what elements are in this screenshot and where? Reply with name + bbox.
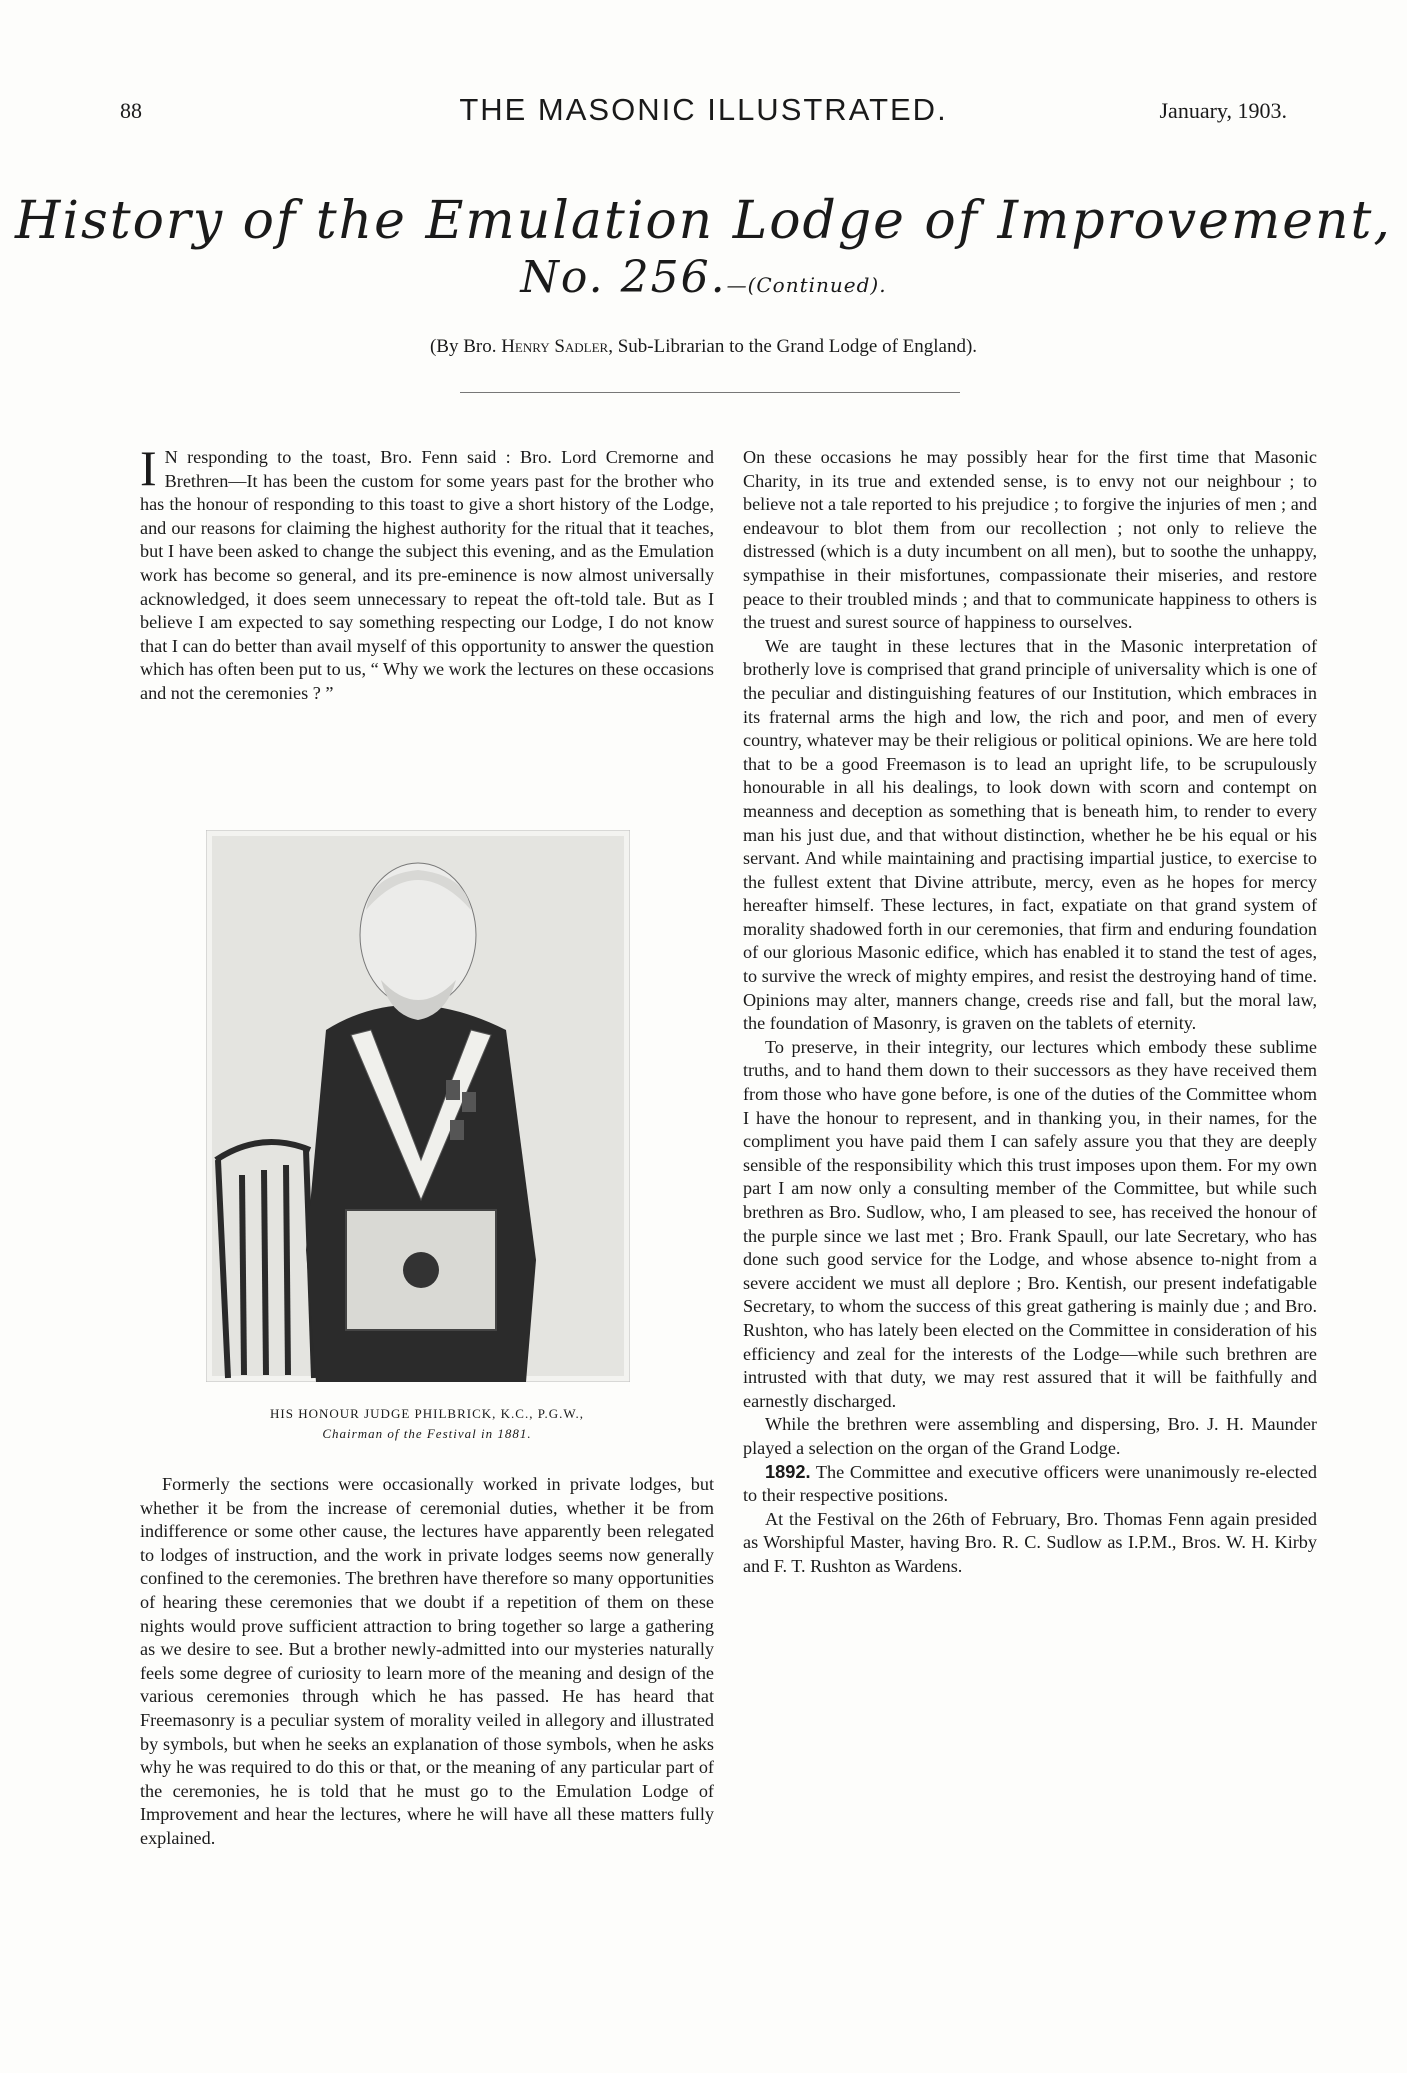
title-continued: —(Continued).	[726, 273, 887, 298]
paragraph: To preserve, in their integrity, our lectures which embody these sublime truths, and to hand them down to their successors as they have received them from those who have gone before, is one of the duties of the Committee whom I have the honour to represent, and in thanking you, in their names, for the compliment you have paid them I can safely assure you that they are deeply sensible of the responsibility which this trust imposes upon them. For my own part I am now only a consulting member of the Committee, but while such brethren as Bro. Sudlow, who, I am pleased to see, has received the honour of the purple since we last met ; Bro. Frank Spaull, our late Secretary, who has done such good service for the Lodge, and whose absence to-night from a severe accident we must all deplore ; Bro. Kentish, our present indefatigable Secretary, to whom the success of this great gathering is mainly due ; and Bro. Rushton, who has lately been elected on the Committee in consideration of his efficiency and zeal for the interests of the Lodge—while such brethren are intrusted with that duty, we may rest assured that it will be faithfully and earnestly discharged.	[743, 1036, 1317, 1411]
title-line-2	[0, 252, 1407, 305]
title-number: No. 256.	[520, 252, 727, 304]
paragraph	[743, 1461, 1317, 1508]
byline-pre: (By Bro.	[429, 336, 497, 357]
issue-date: January, 1903.	[1159, 98, 1287, 123]
paragraph: On these occasions he may possibly hear for the first time that Masonic Charity, in its true and extended sense, is to envy not our neighbour ; to believe not a tale reported to his prejudice ; to forgive the injuries of men ; and endeavour to blot them from our recollection ; not only to relieve the distressed (which is a duty incumbent on all men), but to soothe the unhappy, sympathise in their misfortunes, compassionate their miseries, and restore peace to their troubled minds ; and that to communicate happiness to others is the truest and surest source of happiness to ourselves.	[743, 447, 1317, 633]
year-heading: 1892.	[765, 1461, 811, 1482]
drop-cap: I	[140, 440, 157, 496]
paragraph: At the Festival on the 26th of February, Bro. Thomas Fenn again presided as Worshipful Master, having Bro. R. C. Sudlow as I.P.M., Bros. W. H. Kirby and F. T. Rushton as Wardens.	[743, 1508, 1317, 1576]
masthead: THE MASONIC ILLUSTRATED.	[459, 92, 948, 127]
photo-caption	[140, 1404, 714, 1444]
portrait-photo	[206, 830, 630, 1382]
article-title	[0, 190, 1407, 305]
caption-role: Chairman of the Festival in 1881.	[322, 1426, 532, 1441]
paragraph: We are taught in these lectures that in the Masonic interpretation of brotherly love is comprised that grand principle of universality which is one of the peculiar and distinguishing features of our Institution, which embraces in its fraternal arms the high and low, the rich and poor, and men of every country, whatever may be their religious or political opinions. We are here told that to be a good Freemason is to lead an upright life, to be scrupulously honourable in all his dealings, to look down with scorn and contempt on meanness and deception as something that is beneath him, to render to every man his just due, and that without distinction, whether he be his equal or his servant. And while maintaining and practising impartial justice, to exercise to the fullest extent that Divine attribute, mercy, even as he hopes for mercy hereafter himself. These lectures, in fact, expatiate on that grand system of morality shadowed forth in our ceremonies, that firm and enduring foundation of our glorious Masonic edifice, which has enabled it to stand the test of ages, to survive the wreck of mighty empires, and resist the destroying hand of time. Opinions may alter, manners change, creeds rise and fall, but the moral law, the foundation of Masonry, is graven on the tablets of eternity.	[743, 635, 1317, 1034]
byline	[0, 336, 1407, 358]
page-header	[0, 92, 1407, 132]
paragraph: Formerly the sections were occasionally worked in private lodges, but whether it be from the increase of ceremonial duties, whether it be from indifference or some other cause, the lectures have apparently been relegated to lodges of instruction, and the work in private lodges seems now generally confined to the ceremonies. The brethren have therefore so many opportunities of hearing these ceremonies that we doubt if a repetition of them on these nights would prove sufficient attraction to bring together so large a gathering as we desire to see. But a brother newly-admitted into our mysteries naturally feels some degree of curiosity to learn more of the meaning and design of the various ceremonies through which he has passed. He has heard that Freemasonry is a peculiar system of morality veiled in allegory and illustrated by symbols, but when he seeks an explanation of those symbols, when he asks why he was required to do this or that, or the meaning of any particular part of the ceremonies, he is told that he must go to the Emulation Lodge of Improvement and hear the lectures, where he will have all these matters fully explained.	[140, 1474, 714, 1848]
paragraph	[140, 440, 714, 706]
byline-author: Henry Sadler,	[501, 336, 613, 357]
caption-name: HIS HONOUR JUDGE PHILBRICK, K.C., P.G.W.,	[270, 1406, 584, 1421]
paragraph-text: The Committee and executive officers were unanimously re-elected to their respective positions.	[743, 1461, 1317, 1506]
left-column-bottom	[140, 1473, 714, 1851]
page-number: 88	[120, 98, 142, 123]
left-column-top	[140, 440, 714, 706]
paragraph: While the brethren were assembling and dispersing, Bro. J. H. Maunder played a selection on the organ of the Grand Lodge.	[743, 1414, 1317, 1458]
title-divider	[460, 392, 960, 393]
title-line-1: History of the Emulation Lodge of Improvement,	[15, 191, 1392, 251]
byline-post: Sub-Librarian to the Grand Lodge of England).	[617, 336, 978, 357]
paragraph-text: N responding to the toast, Bro. Fenn said : Bro. Lord Cremorne and Brethren—It has been the custom for some years past for the brother who has the honour of responding to this toast to give a short history of the Lodge, and our reasons for claiming the highest authority for the ritual that it teaches, but I have been asked to change the subject this evening, and as the Emulation work has become so general, and its pre-eminence is now almost universally acknowledged, it does seem unnecessary to repeat the oft-told tale. But as I believe I am expected to say something respecting our Lodge, I do not know that I can do better than avail myself of this opportunity to answer the question which has often been put to us, “ Why we work the lectures on these occasions and not the ceremonies ? ”	[140, 447, 714, 703]
right-column	[743, 446, 1317, 1579]
